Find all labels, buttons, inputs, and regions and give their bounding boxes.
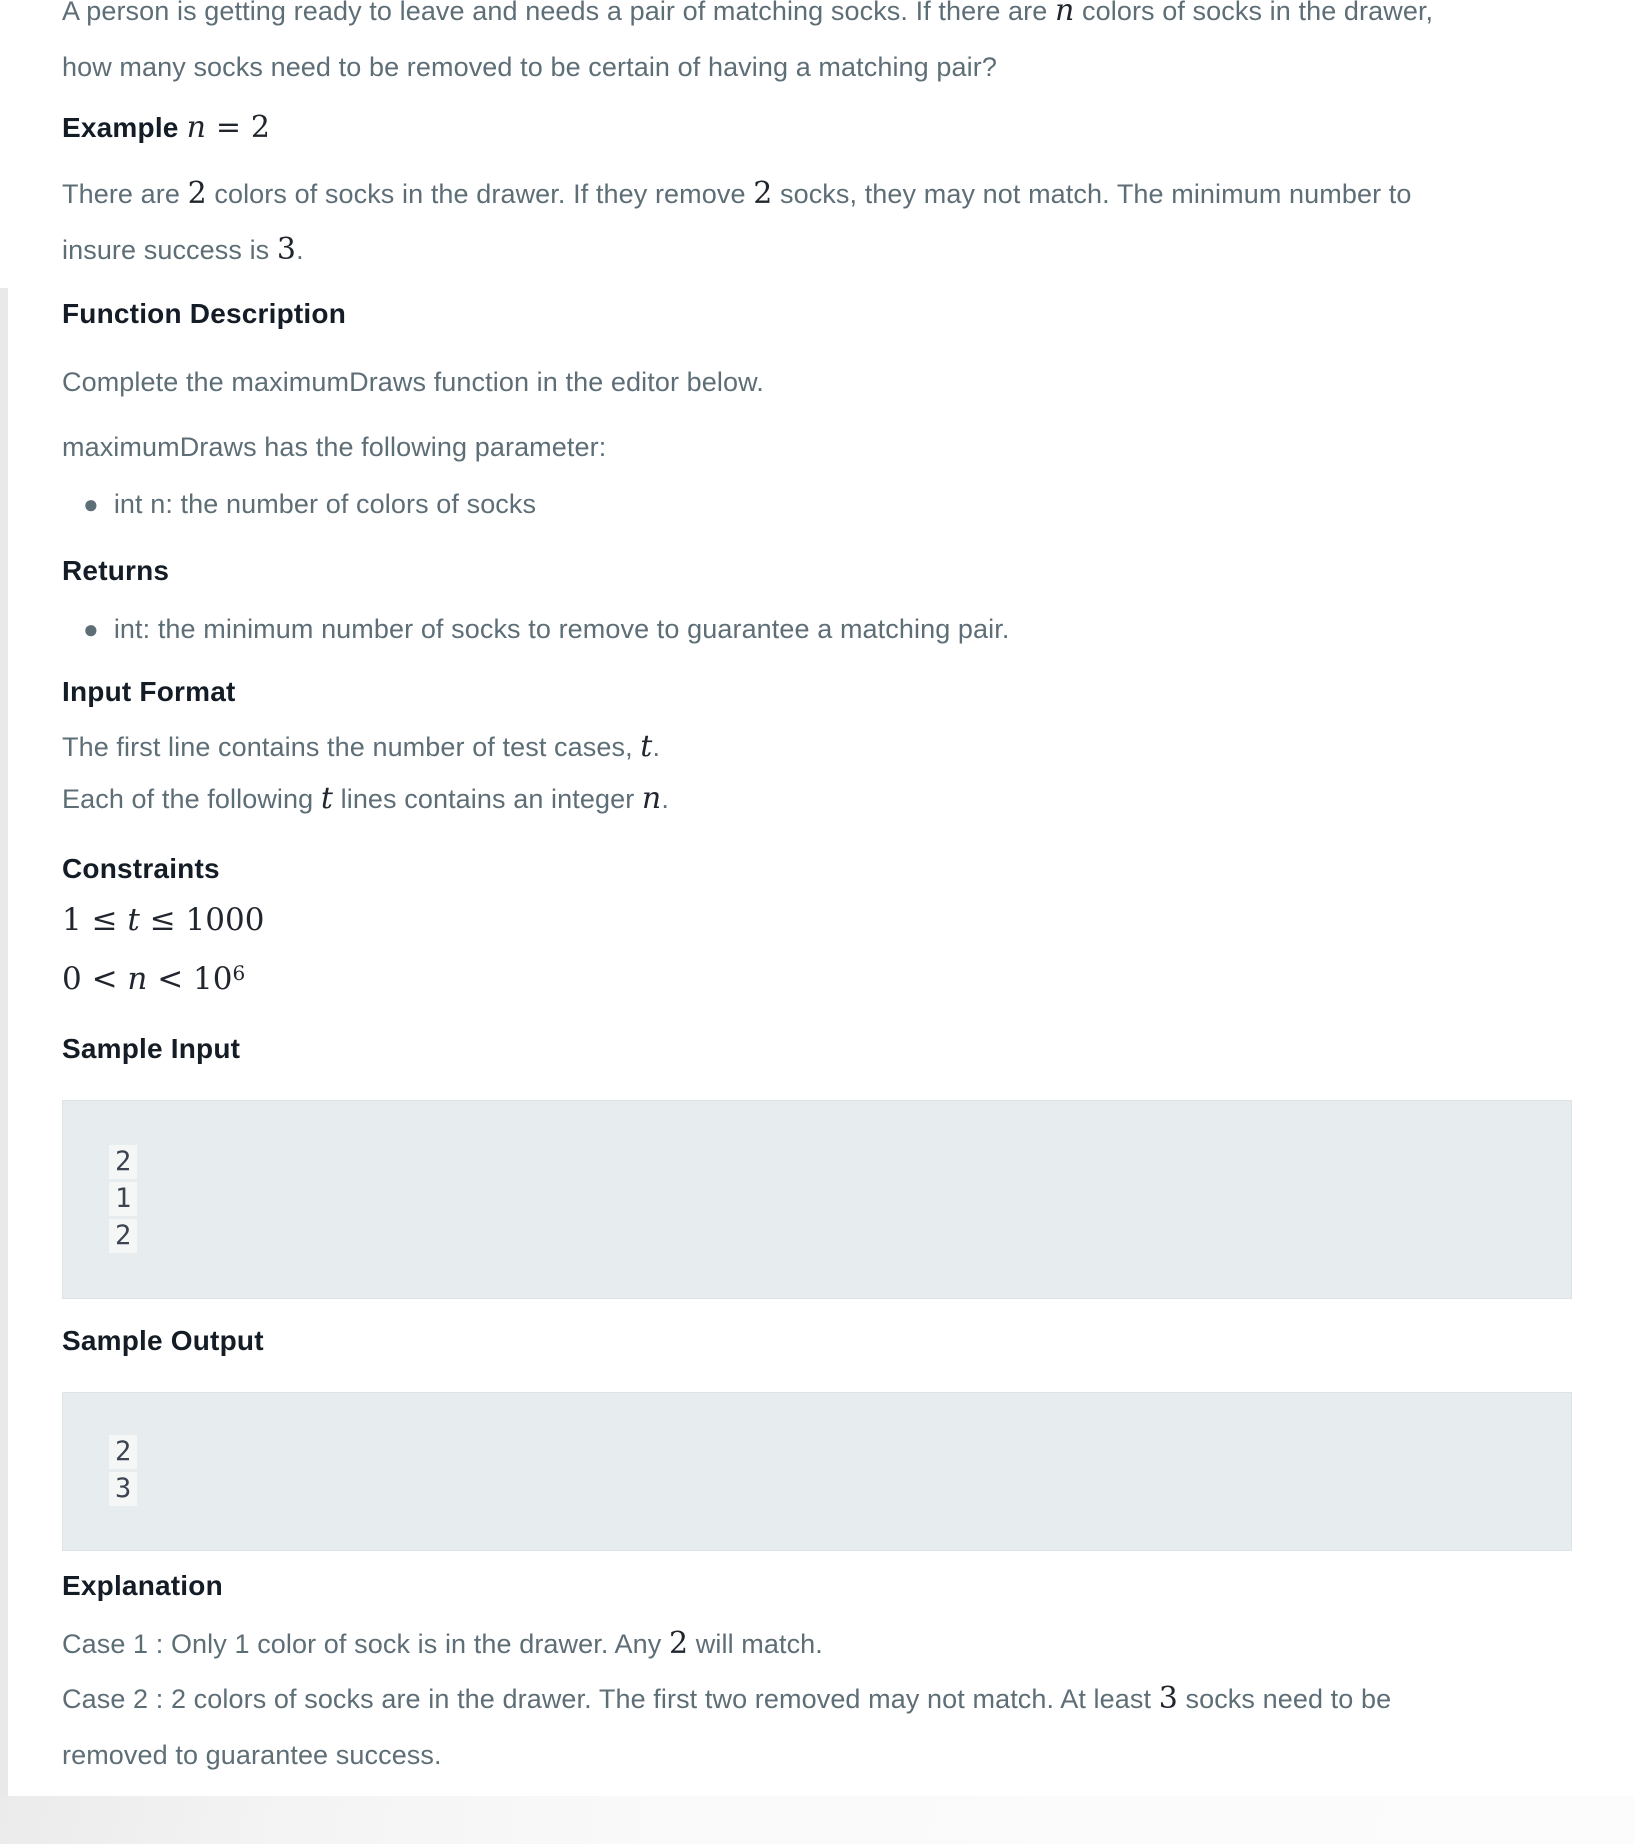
example-line-2: insure success is 3. <box>62 232 304 267</box>
explanation-case2-line-2: removed to guarantee success. <box>62 1740 442 1770</box>
input-format-p2: Each of the following t lines contains an integer n. <box>62 781 669 816</box>
explanation-case1: Case 1 : Only 1 color of sock is in the drawer. Any 2 will match. <box>62 1626 823 1661</box>
explanation-heading: Explanation <box>62 1570 223 1601</box>
function-description-p2: maximumDraws has the following parameter: <box>62 432 607 462</box>
input-format-p1: The first line contains the number of test cases, t. <box>62 729 661 764</box>
example-paragraph <box>62 166 1572 278</box>
constraints-heading: Constraints <box>62 853 220 884</box>
input-format-heading: Input Format <box>62 676 236 707</box>
sample-input-block <box>62 1100 1572 1299</box>
example-line-1: There are 2 colors of socks in the drawer. If they remove 2 socks, they may not match. The minimum number to <box>62 176 1412 211</box>
constraint-t: 1 ≤ t ≤ 1000 <box>62 902 265 938</box>
sample-input-line: 2 <box>109 1219 1571 1256</box>
explanation-case2-line-1: Case 2 : 2 colors of socks are in the drawer. The first two removed may not match. At least 3 socks need to be <box>62 1681 1392 1716</box>
function-description-p1: Complete the maximumDraws function in the editor below. <box>62 367 764 397</box>
sample-output-line: 3 <box>109 1472 1571 1509</box>
parameter-bullet: ● int n: the number of colors of socks <box>83 489 537 519</box>
bullet-icon: ● <box>83 614 99 644</box>
sample-output-block <box>62 1392 1572 1551</box>
function-description-heading: Function Description <box>62 298 346 329</box>
explanation-case2 <box>62 1671 1572 1783</box>
sample-input-line: 2 <box>109 1145 1571 1182</box>
intro-paragraph <box>62 0 1572 95</box>
bullet-icon: ● <box>83 489 99 519</box>
sample-input-line: 1 <box>109 1182 1571 1219</box>
intro-line-1: A person is getting ready to leave and needs a pair of matching socks. If there are n colors of socks in the drawer, <box>62 0 1434 28</box>
left-scrollbar-track[interactable] <box>0 288 8 1844</box>
returns-heading: Returns <box>62 555 170 586</box>
bottom-shadow-band <box>0 1796 1634 1844</box>
sample-output-line: 2 <box>109 1435 1571 1472</box>
example-heading: Example n = 2 <box>62 110 271 145</box>
intro-line-2: how many socks need to be removed to be certain of having a matching pair? <box>62 52 997 82</box>
sample-input-heading: Sample Input <box>62 1033 241 1064</box>
constraint-n: $0 < n < 10^6$ <box>62 961 246 997</box>
sample-output-heading: Sample Output <box>62 1325 264 1356</box>
returns-bullet: ● int: the minimum number of socks to remove to guarantee a matching pair. <box>83 614 1010 644</box>
